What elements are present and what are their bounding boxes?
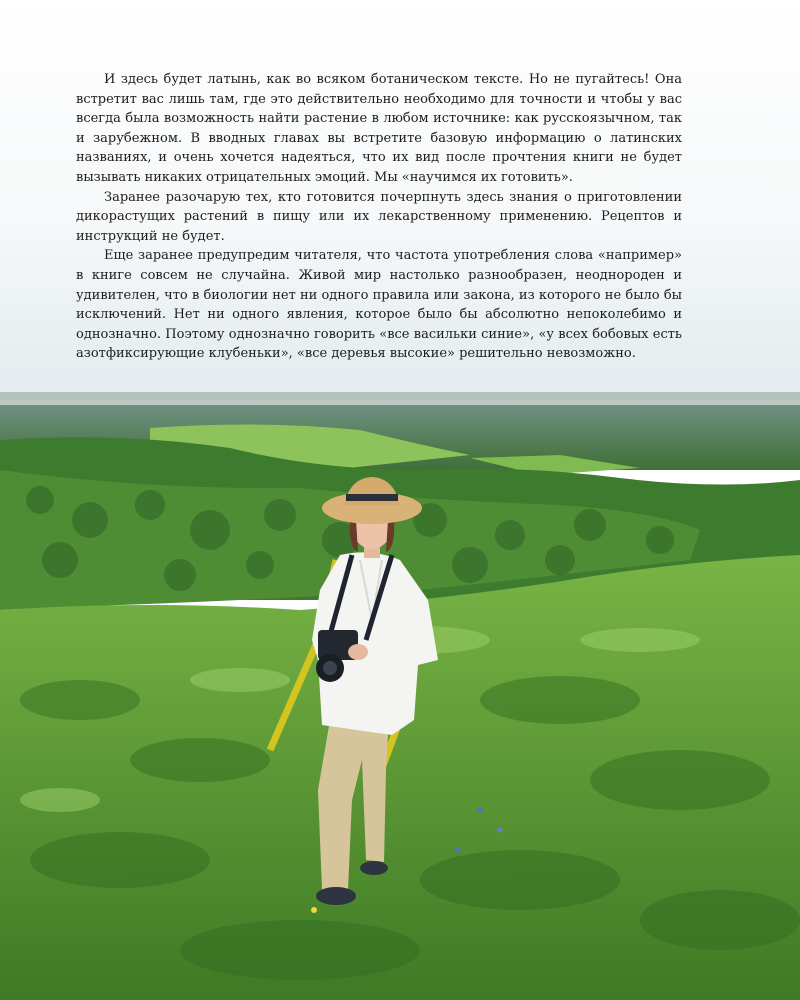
paragraph-latin: И здесь будет латынь, как во всяком ботаническом тексте. Но не пугайтесь! Она встретит вас лишь там, где это действительно необходимо для точности и чтобы у вас всегда была возможность найти растение в любом источнике: как русскоязычном, так и зарубежном. В вводных главах вы встретите базовую информацию о латинских названиях, и очень хочется надеяться, что их вид после прочтения книги не будет вызывать никаких отрицательных эмоций. Мы «научимся их готовить». — [76, 72, 682, 185]
shoe-left — [316, 887, 356, 905]
hat-band — [346, 494, 398, 501]
paragraph-for-example: Еще заранее предупредим читателя, что частота употребления слова «например» в книге совсем не случайна. Живой мир настолько разнообразен, неоднороден и удивителен, что в биологии нет ни одного правила или закона, из которого не было бы исключений. Нет ни одного явления, которое было бы абсолютно непоколебимо и однозначно. Поэтому однозначно говорить «все васильки синие», «у всех бобовых есть азотфиксирующие клубеньки», «все деревья высокие» решительно невозможно. — [76, 248, 682, 362]
body-text — [76, 70, 682, 364]
shoe-right — [360, 861, 388, 875]
paragraph-recipes: Заранее разочарую тех, кто готовится почерпнуть здесь знания о приготовлении дикорастущих растений в пищу или их лекарственному применению. Рецептов и инструкций не будет. — [76, 189, 682, 244]
